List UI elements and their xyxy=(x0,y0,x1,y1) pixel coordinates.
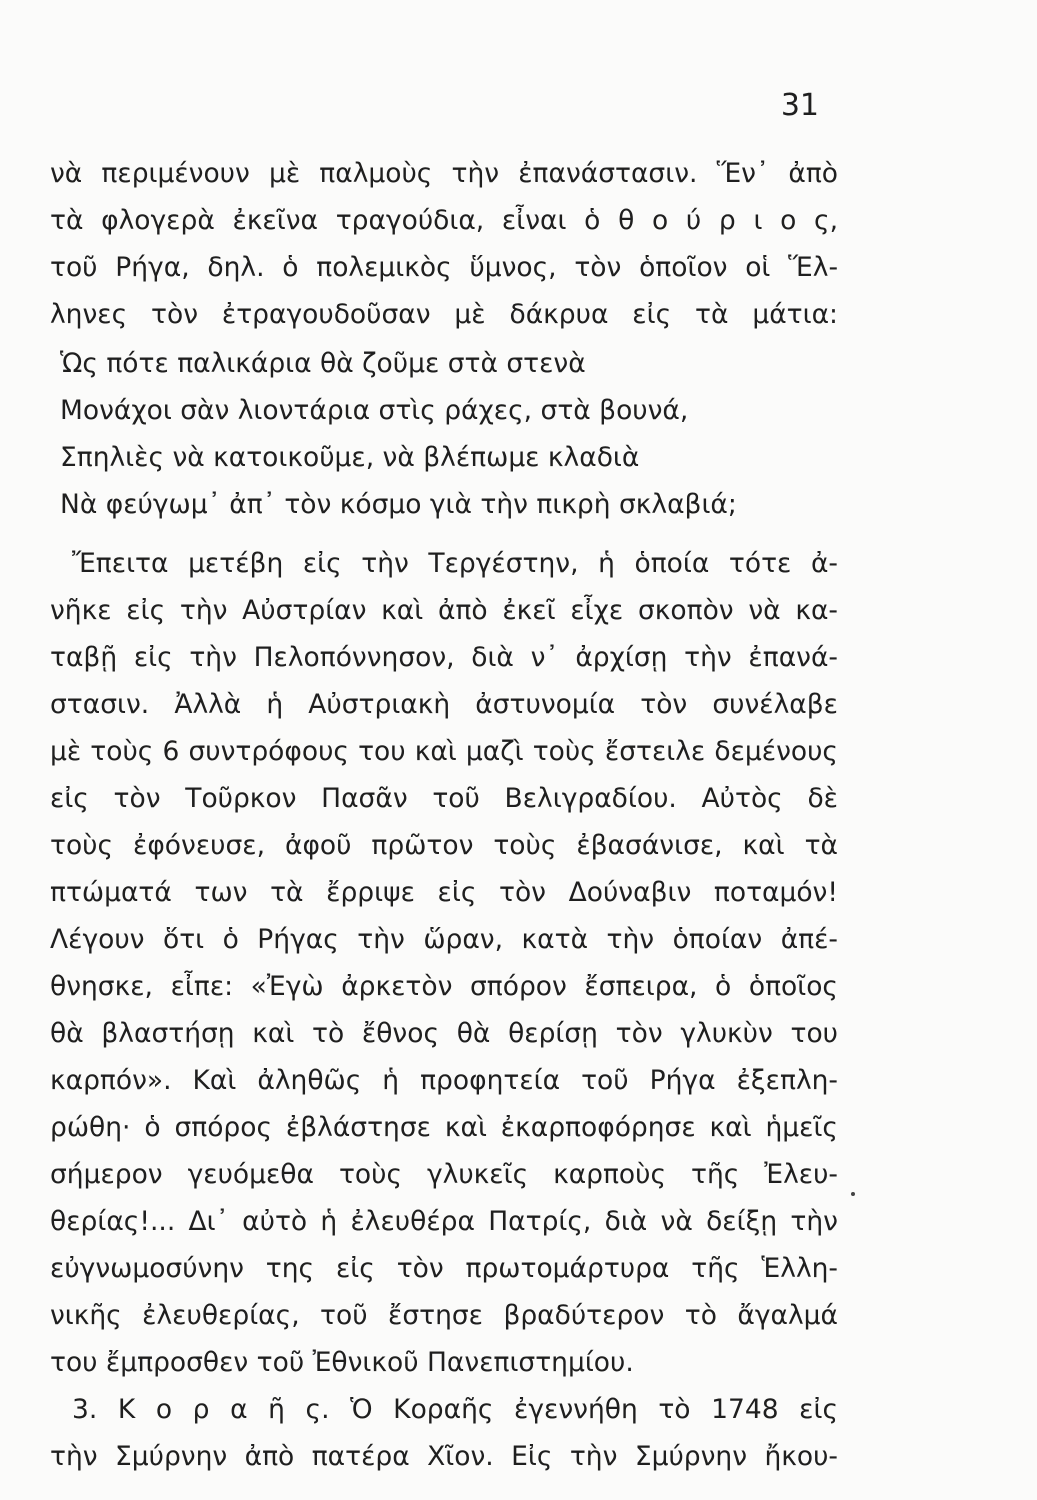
poem-line: Ὡς πότε παλικάρια θὰ ζοῦμε στὰ στενὰ xyxy=(60,348,586,379)
text-line: του ἔμπροσθεν τοῦ Ἐθνικοῦ Πανεπιστημίου. xyxy=(50,1347,634,1378)
poem-line: Σπηλιὲς νὰ κατοικοῦμε, νὰ βλέπωμε κλαδιὰ xyxy=(60,442,640,473)
text-line: νικῆς ἐλευθερίας, τοῦ ἔστησε βραδύτερον τὸ ἄγαλμά xyxy=(50,1300,838,1331)
margin-speck xyxy=(851,1192,855,1196)
text-line: νὰ περιμένουν μὲ παλμοὺς τὴν ἐπανάστασιν. Ἕν᾽ ἀπὸ xyxy=(50,158,838,189)
text-line: τοῦ Ρήγα, δηλ. ὁ πολεμικὸς ὕμνος, τὸν ὁποῖον οἱ Ἕλ- xyxy=(50,252,838,283)
text-line: νῆκε εἰς τὴν Αὐστρίαν καὶ ἀπὸ ἐκεῖ εἶχε σκοπὸν νὰ κα- xyxy=(50,595,838,626)
text-line: σήμερον γευόμεθα τοὺς γλυκεῖς καρποὺς τῆς Ἐλευ- xyxy=(50,1159,838,1190)
text-line: εἰς τὸν Τοῦρκον Πασᾶν τοῦ Βελιγραδίου. Αὐτὸς δὲ xyxy=(50,783,838,814)
text-line: ταβῇ εἰς τὴν Πελοπόννησον, διὰ ν᾽ ἀρχίσῃ τὴν ἐπανά- xyxy=(50,642,838,673)
text-line: ληνες τὸν ἐτραγουδοῦσαν μὲ δάκρυα εἰς τὰ μάτια: xyxy=(50,299,838,330)
text-line: θερίας!... Δι᾽ αὐτὸ ἡ ἐλευθέρα Πατρίς, διὰ νὰ δείξῃ τὴν xyxy=(50,1206,838,1237)
poem-line: Νὰ φεύγωμ᾽ ἀπ᾽ τὸν κόσμο γιὰ τὴν πικρὴ σκλαβιά; xyxy=(60,489,737,520)
text-line: Ἔπειτα μετέβη εἰς τὴν Τεργέστην, ἡ ὁποία τότε ἀ- xyxy=(72,548,838,579)
poem-stanza xyxy=(60,340,800,528)
text-line: στασιν. Ἀλλὰ ἡ Αὐστριακὴ ἀστυνομία τὸν συνέλαβε xyxy=(50,689,838,720)
text-line: τοὺς ἐφόνευσε, ἀφοῦ πρῶτον τοὺς ἐβασάνισε, καὶ τὰ xyxy=(50,830,838,861)
text-line: θνησκε, εἶπε: «Ἐγὼ ἀρκετὸν σπόρον ἔσπειρα, ὁ ὁποῖος xyxy=(50,971,838,1002)
text-line: τὴν Σμύρνην ἀπὸ πατέρα Χῖον. Εἰς τὴν Σμύρνην ἤκου- xyxy=(50,1441,838,1472)
text-line: πτώματά των τὰ ἔρριψε εἰς τὸν Δούναβιν ποταμόν! xyxy=(50,877,838,908)
paragraph-intro xyxy=(50,150,838,338)
text-line: καρπόν». Καὶ ἀληθῶς ἡ προφητεία τοῦ Ρήγα ἐξεπλη- xyxy=(50,1065,838,1096)
text-line: εὐγνωμοσύνην της εἰς τὸν πρωτομάρτυρα τῆς Ἑλλη- xyxy=(50,1253,838,1284)
text-line: τὰ φλογερὰ ἐκεῖνα τραγούδια, εἶναι ὁ θ ο ύ ρ ι ο ς, xyxy=(50,205,838,236)
poem-line: Μονάχοι σὰν λιοντάρια στὶς ράχες, στὰ βουνά, xyxy=(60,395,689,426)
text-line: 3. Κ ο ρ α ῆ ς. Ὁ Κοραῆς ἐγεννήθη τὸ 1748 εἰς xyxy=(72,1394,838,1425)
text-line: ρώθη· ὁ σπόρος ἐβλάστησε καὶ ἐκαρποφόρησε καὶ ἡμεῖς xyxy=(50,1112,838,1143)
text-line: μὲ τοὺς 6 συντρόφους του καὶ μαζὶ τοὺς ἔστειλε δεμένους xyxy=(50,736,838,767)
text-line: Λέγουν ὅτι ὁ Ρήγας τὴν ὥραν, κατὰ τὴν ὁποίαν ἀπέ- xyxy=(50,924,838,955)
text-line: θὰ βλαστήσῃ καὶ τὸ ἔθνος θὰ θερίσῃ τὸν γλυκὺν του xyxy=(50,1018,838,1049)
page-number: 31 xyxy=(780,88,819,123)
paragraph-main xyxy=(50,540,838,1480)
